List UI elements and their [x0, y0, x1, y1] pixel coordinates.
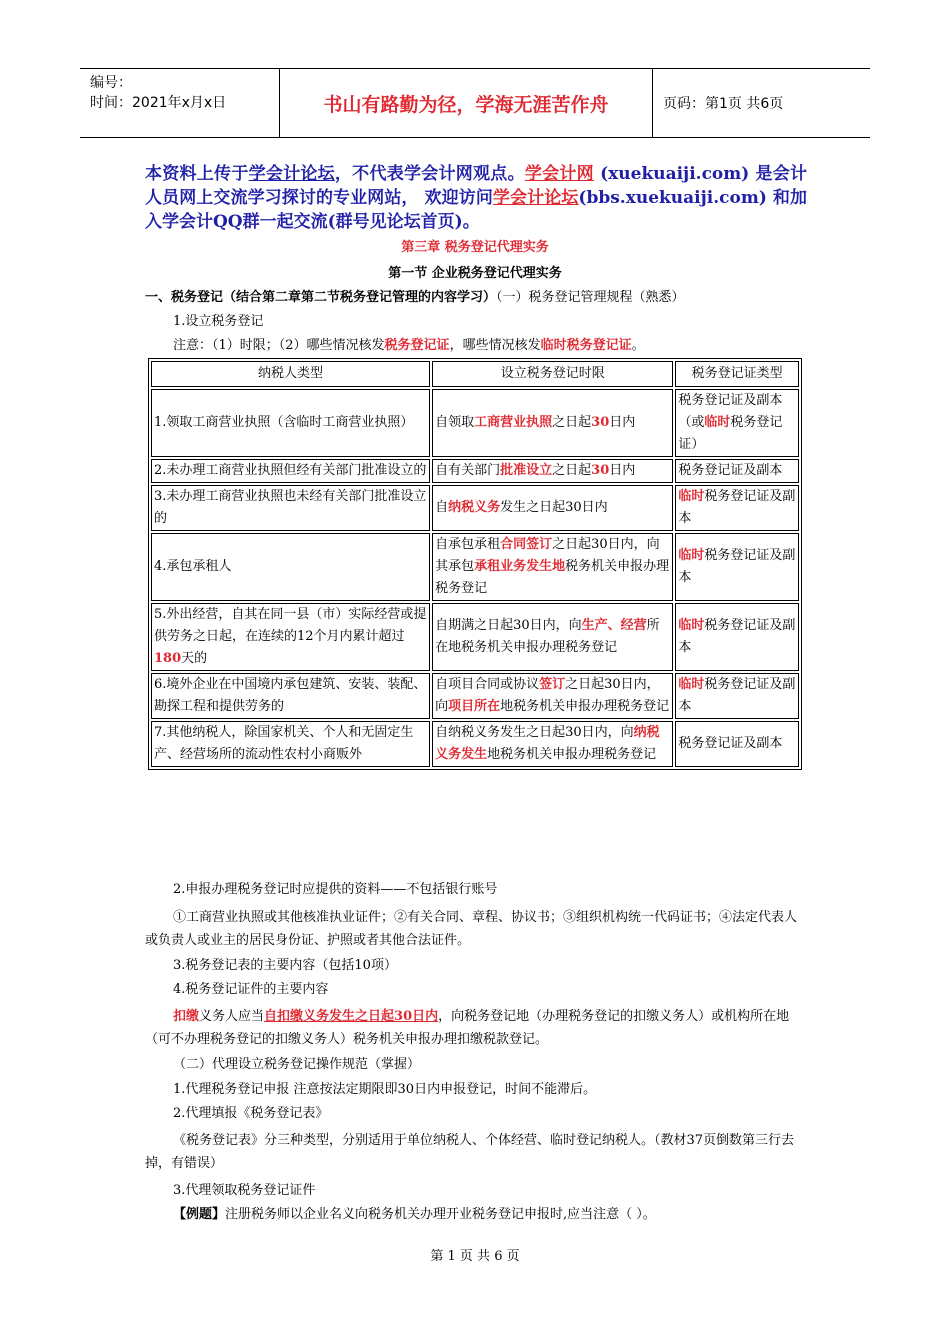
- cell-certificate-type: [675, 673, 799, 719]
- header-page: 页码：第1页 共6页: [663, 96, 784, 112]
- table-row: [151, 603, 799, 671]
- cell-registration-deadline-segment: 发生之日起30日内: [500, 500, 608, 515]
- cell-taxpayer-type-segment: 180: [154, 651, 182, 666]
- cell-registration-deadline-segment: 纳税义务: [448, 500, 501, 515]
- heading-bold: 一、税务登记（结合第二章第二节税务登记管理的内容学习）: [145, 290, 497, 305]
- example-line: [173, 1205, 656, 1225]
- col-header-cert: 税务登记证类型: [675, 361, 799, 387]
- note-c: ，哪些情况核发: [449, 338, 541, 353]
- cell-registration-deadline-segment: 地税务机关申报办理税务登记: [500, 699, 670, 714]
- item-3: 3.税务登记表的主要内容（包括10项）: [173, 958, 397, 973]
- step-2: 2.代理填报《税务登记表》: [173, 1106, 329, 1121]
- table-row: [151, 673, 799, 719]
- col-header-time: 设立税务登记时限: [432, 361, 673, 387]
- cell-certificate-type: [675, 485, 799, 531]
- cell-registration-deadline-segment: 地税务机关申报办理税务登记: [487, 747, 657, 762]
- cell-taxpayer-type: [151, 459, 430, 483]
- page-header: [80, 68, 870, 138]
- cell-registration-deadline: [432, 603, 673, 671]
- cell-registration-deadline: [432, 459, 673, 483]
- cell-certificate-type: [675, 533, 799, 601]
- header-motto: 书山有路勤为径，学海无涯苦作舟: [280, 69, 653, 137]
- cell-registration-deadline-segment: 承租业务发生地: [474, 559, 566, 574]
- item-2-detail: ①工商营业执照或其他核准执业证件；②有关合同、章程、协议书；③组织机构统一代码证书；④法定代表人或负责人或业主的居民身份证、护照或者其他合法证件。: [145, 910, 798, 948]
- step-1: 1.代理税务登记申报 注意按法定期限即30日内申报登记，时间不能滞后。: [173, 1082, 597, 1097]
- example-tag: 【例题】: [173, 1207, 226, 1222]
- cell-registration-deadline: [432, 533, 673, 601]
- page-footer: 第 1 页 共 6 页: [430, 1249, 520, 1264]
- cell-taxpayer-type-text: 3.未办理工商营业执照也未经有关部门批准设立的: [154, 489, 427, 526]
- cell-registration-deadline: [432, 485, 673, 531]
- cell-certificate-type-segment: 税务登记证）: [678, 415, 783, 452]
- cell-taxpayer-type-text: 1.领取工商营业执照（含临时工商营业执照）: [154, 415, 414, 430]
- notice-text-3: (xuekuaiji.com) 是会计人员网上交流学习探讨的专业网站， 欢迎访问: [145, 164, 808, 208]
- cell-certificate-type-segment: 临时: [678, 677, 705, 692]
- cell-certificate-type-segment: 税务登记证及副本: [678, 736, 783, 751]
- item-4: 4.税务登记证件的主要内容: [173, 982, 329, 997]
- cell-registration-deadline: [432, 721, 673, 767]
- cell-certificate-type-segment: 税务登记证及副本: [678, 677, 796, 714]
- cell-registration-deadline-segment: 30: [591, 415, 610, 430]
- site-link[interactable]: 学会计网: [524, 164, 594, 184]
- cell-taxpayer-type: [151, 533, 430, 601]
- cell-registration-deadline-segment: 之日起30日内，向: [435, 677, 660, 714]
- heading-normal: （一）税务登记管理规程（熟悉）: [496, 290, 685, 305]
- cell-certificate-type-segment: 临时: [678, 548, 705, 563]
- cell-taxpayer-type-text: 4.承包承租人: [154, 559, 232, 574]
- cell-registration-deadline-segment: 批准设立: [500, 463, 553, 478]
- section-title: 第一节 企业税务登记代理实务: [388, 266, 562, 281]
- cell-registration-deadline-segment: 工商营业执照: [474, 415, 553, 430]
- cell-certificate-type: [675, 459, 799, 483]
- cell-taxpayer-type-text: 7.其他纳税人，除国家机关、个人和无固定生产、经营场所的流动性农村小商贩外: [154, 725, 414, 762]
- cell-certificate-type-segment: 税务登记证及副本（或: [678, 393, 783, 430]
- cell-certificate-type-segment: 税务登记证及副本: [678, 489, 796, 526]
- cell-certificate-type: [675, 603, 799, 671]
- heading-registration: [145, 288, 685, 308]
- cell-certificate-type-segment: 税务登记证及副本: [678, 463, 783, 478]
- cell-registration-deadline-segment: 之日起: [552, 415, 592, 430]
- cell-registration-deadline-segment: 之日起: [552, 463, 592, 478]
- cell-registration-deadline-segment: 自承包承租: [435, 537, 501, 552]
- cell-certificate-type-segment: 税务登记证及副本: [678, 548, 796, 585]
- cell-certificate-type-segment: 临时: [678, 618, 705, 633]
- cell-registration-deadline-segment: 生产、经营: [581, 618, 647, 633]
- cell-taxpayer-type-segment: 5.外出经营，自其在同一县（市）实际经营或提供劳务之日起，在连续的12个月内累计超过: [154, 607, 427, 644]
- cell-registration-deadline-segment: 所在地税务机关申报办理税务登记: [435, 618, 660, 655]
- wh-e: ，向税务登记地（办理税务登记的扣缴义务人）或机构所在地（可不办理税务登记的扣缴义务人）税务机关申报办理扣缴税款登记。: [145, 1009, 790, 1047]
- note-b: 税务登记证: [384, 338, 450, 353]
- cell-registration-deadline-segment: 日内: [609, 463, 636, 478]
- wh-d: 扣缴义务发生之日起30日内: [277, 1009, 439, 1024]
- note-line: [173, 336, 645, 356]
- cell-registration-deadline-segment: 之日起30日内，向其承包: [435, 537, 660, 574]
- cell-taxpayer-type: [151, 721, 430, 767]
- forum-link-2[interactable]: 学会计论坛: [492, 188, 579, 208]
- cell-certificate-type-segment: 税务登记证及副本: [678, 618, 796, 655]
- header-time: 时间：2021年x月x日: [90, 95, 227, 111]
- table-header-row: [151, 361, 799, 387]
- notice-text-1: 本资料上传于: [145, 164, 249, 184]
- note-e: 。: [631, 338, 645, 353]
- table-row: [151, 533, 799, 601]
- cell-taxpayer-type-segment: 天的: [181, 651, 208, 666]
- cell-taxpayer-type: [151, 673, 430, 719]
- cell-taxpayer-type: [151, 603, 430, 671]
- cell-registration-deadline-segment: 30: [591, 463, 610, 478]
- cell-registration-deadline-segment: 自有关部门: [435, 463, 501, 478]
- note-a: 注意：（1）时限；（2）哪些情况核发: [173, 338, 385, 353]
- cell-registration-deadline-segment: 签订: [539, 677, 566, 692]
- header-number: 编号：: [90, 75, 132, 91]
- cell-certificate-type: [675, 389, 799, 457]
- table-row: [151, 721, 799, 767]
- heading-agent-procedure: （二）代理设立税务登记操作规范（掌握）: [173, 1057, 421, 1072]
- example-text: 注册税务师以企业名义向税务机关办理开业税务登记申报时,应当注意（ ）。: [225, 1207, 656, 1222]
- cell-registration-deadline-segment: 纳税义务发生: [435, 725, 660, 762]
- cell-registration-deadline-segment: 自纳税义务发生之日起30日内，向: [435, 725, 634, 740]
- cell-certificate-type: [675, 721, 799, 767]
- chapter-title: 第三章 税务登记代理实务: [401, 240, 549, 255]
- cell-registration-deadline-segment: 日内: [609, 415, 636, 430]
- cell-registration-deadline-segment: 自: [435, 500, 449, 515]
- forum-link[interactable]: 学会计论坛: [248, 164, 335, 184]
- cell-registration-deadline-segment: 自项目合同或协议: [435, 677, 540, 692]
- wh-b: 义务人应当: [199, 1009, 265, 1024]
- table-row: [151, 459, 799, 483]
- wh-c: 自: [264, 1009, 278, 1024]
- registration-table: [148, 358, 802, 770]
- cell-registration-deadline-segment: 自领取: [435, 415, 475, 430]
- cell-registration-deadline-segment: 自期满之日起30日内，向: [435, 618, 582, 633]
- notice-text-4: (bbs.xuekuaiji.com) 和加入学会计QQ群一起交流(群号见论坛首页)。: [145, 188, 807, 232]
- cell-registration-deadline-segment: 项目所在: [448, 699, 501, 714]
- cell-taxpayer-type: [151, 389, 430, 457]
- cell-taxpayer-type-text: 2.未办理工商营业执照但经有关部门批准设立的: [154, 463, 427, 478]
- cell-taxpayer-type-text: 6.境外企业在中国境内承包建筑、安装、装配、勘探工程和提供劳务的: [154, 677, 427, 714]
- notice-text-2: ，不代表学会计网观点。: [334, 164, 525, 184]
- step-2-detail: 《税务登记表》分三种类型，分别适用于单位纳税人、个体经营、临时登记纳税人。（教材37页倒数第三行去掉，有错误）: [145, 1133, 795, 1171]
- item-2: 2.申报办理税务登记时应提供的资料——不包括银行账号: [173, 882, 498, 897]
- note-d: 临时税务登记证: [540, 338, 632, 353]
- cell-registration-deadline-segment: 税务机关申报办理税务登记: [435, 559, 670, 596]
- item-1: 1.设立税务登记: [173, 314, 264, 329]
- cell-registration-deadline: [432, 673, 673, 719]
- cell-certificate-type-segment: 临时: [678, 489, 705, 504]
- header-meta: [80, 69, 280, 137]
- wh-a: 扣缴: [173, 1009, 200, 1024]
- upload-notice: [145, 162, 807, 234]
- withholding-paragraph: [145, 1005, 807, 1051]
- table-row: [151, 389, 799, 457]
- table-row: [151, 485, 799, 531]
- cell-taxpayer-type: [151, 485, 430, 531]
- cell-registration-deadline-segment: 合同签订: [500, 537, 553, 552]
- cell-certificate-type-segment: 临时: [704, 415, 731, 430]
- col-header-type: 纳税人类型: [151, 361, 430, 387]
- step-3: 3.代理领取税务登记证件: [173, 1183, 316, 1198]
- cell-registration-deadline: [432, 389, 673, 457]
